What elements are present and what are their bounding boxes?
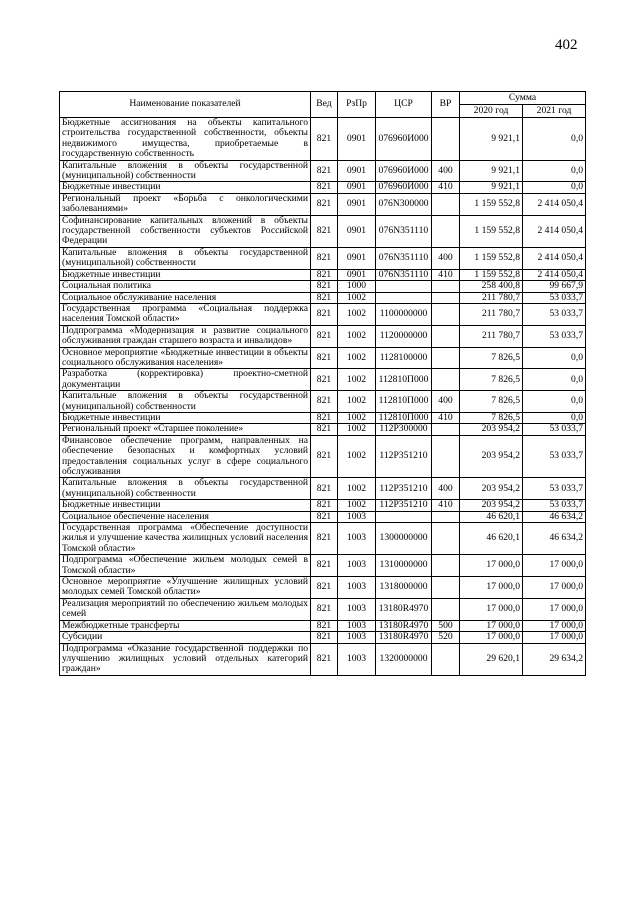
- header-csr: ЦСР: [376, 92, 432, 118]
- table-row: [60, 347, 586, 369]
- row-csr: 1300000000: [376, 523, 432, 555]
- row-sum-2021: 0,0: [523, 369, 586, 391]
- row-sum-2021: 0,0: [523, 347, 586, 369]
- table-row: [60, 500, 586, 511]
- row-csr: 13180R4970: [376, 620, 432, 631]
- row-sum-2021: 29 634,2: [523, 643, 586, 675]
- row-ved: 821: [311, 325, 338, 347]
- row-name: Субсидии: [60, 632, 311, 643]
- row-vr: [432, 325, 460, 347]
- row-sum-2020: 17 000,0: [460, 598, 523, 620]
- row-ved: 821: [311, 303, 338, 325]
- table-row: [60, 247, 586, 269]
- row-csr: 076N351110: [376, 247, 432, 269]
- row-sum-2021: 0,0: [523, 118, 586, 161]
- row-name: Бюджетные инвестиции: [60, 412, 311, 423]
- table-row: [60, 478, 586, 500]
- table-row: [60, 511, 586, 522]
- row-vr: 400: [432, 247, 460, 269]
- row-name: Основное мероприятие «Бюджетные инвестиции в объекты социального обслуживания населения»: [60, 347, 311, 369]
- row-sum-2021: 2 414 050,4: [523, 269, 586, 280]
- table-row: [60, 412, 586, 423]
- row-sum-2021: 53 033,7: [523, 424, 586, 435]
- table-row: [60, 435, 586, 478]
- row-sum-2020: 9 921,1: [460, 182, 523, 193]
- row-sum-2020: 29 620,1: [460, 643, 523, 675]
- row-csr: 112P300000: [376, 424, 432, 435]
- row-name: Основное мероприятие «Улучшение жилищных условий молодых семей Томской области»: [60, 577, 311, 599]
- row-sum-2021: 99 667,9: [523, 281, 586, 292]
- row-sum-2020: 258 400,8: [460, 281, 523, 292]
- row-vr: 400: [432, 391, 460, 413]
- table-row: [60, 325, 586, 347]
- row-sum-2021: 46 634,2: [523, 523, 586, 555]
- row-ved: 821: [311, 598, 338, 620]
- row-ved: 821: [311, 435, 338, 478]
- row-sum-2020: 1 159 552,8: [460, 193, 523, 215]
- row-sum-2020: 7 826,5: [460, 369, 523, 391]
- row-sum-2021: 46 634,2: [523, 511, 586, 522]
- table-row: [60, 269, 586, 280]
- row-ved: 821: [311, 347, 338, 369]
- row-sum-2021: 2 414 050,4: [523, 215, 586, 247]
- table-row: [60, 118, 586, 161]
- row-rzpr: 1003: [338, 620, 376, 631]
- row-rzpr: 1002: [338, 325, 376, 347]
- row-vr: [432, 435, 460, 478]
- row-rzpr: 0901: [338, 269, 376, 280]
- row-name: Подпрограмма «Обеспечение жильем молодых семей в Томской области»: [60, 555, 311, 577]
- row-csr: 1100000000: [376, 303, 432, 325]
- row-csr: 076N300000: [376, 193, 432, 215]
- row-sum-2020: 7 826,5: [460, 412, 523, 423]
- row-sum-2020: 1 159 552,8: [460, 269, 523, 280]
- table-row: [60, 215, 586, 247]
- row-ved: 821: [311, 160, 338, 182]
- row-sum-2021: 53 033,7: [523, 303, 586, 325]
- row-name: Капитальные вложения в объекты государственной (муниципальной) собственности: [60, 478, 311, 500]
- row-vr: [432, 577, 460, 599]
- row-sum-2021: 53 033,7: [523, 435, 586, 478]
- row-ved: 821: [311, 555, 338, 577]
- row-sum-2020: 1 159 552,8: [460, 215, 523, 247]
- row-name: Региональный проект «Старшее поколение»: [60, 424, 311, 435]
- row-rzpr: 0901: [338, 193, 376, 215]
- row-name: Бюджетные инвестиции: [60, 269, 311, 280]
- row-ved: 821: [311, 391, 338, 413]
- row-rzpr: 1002: [338, 478, 376, 500]
- row-vr: 410: [432, 500, 460, 511]
- row-csr: 112810П000: [376, 369, 432, 391]
- row-name: Подпрограмма «Модернизация и развитие социального обслуживания граждан старшего возраста и инвалидов»: [60, 325, 311, 347]
- row-ved: 821: [311, 118, 338, 161]
- row-vr: [432, 643, 460, 675]
- header-year-2021: 2021 год: [523, 105, 586, 118]
- row-ved: 821: [311, 182, 338, 193]
- table-row: [60, 632, 586, 643]
- row-rzpr: 1003: [338, 511, 376, 522]
- row-sum-2021: 17 000,0: [523, 632, 586, 643]
- row-csr: 076N351110: [376, 269, 432, 280]
- row-vr: [432, 523, 460, 555]
- table-row: [60, 620, 586, 631]
- row-csr: 112P351210: [376, 500, 432, 511]
- row-sum-2021: 2 414 050,4: [523, 193, 586, 215]
- row-name: Капитальные вложения в объекты государственной (муниципальной) собственности: [60, 160, 311, 182]
- row-sum-2021: 17 000,0: [523, 577, 586, 599]
- table-row: [60, 424, 586, 435]
- row-sum-2020: 203 954,2: [460, 424, 523, 435]
- row-sum-2020: 17 000,0: [460, 577, 523, 599]
- row-name: Капитальные вложения в объекты государственной (муниципальной) собственности: [60, 247, 311, 269]
- table-row: [60, 303, 586, 325]
- row-vr: [432, 281, 460, 292]
- row-csr: 1318000000: [376, 577, 432, 599]
- row-name: Софинансирование капитальных вложений в объекты государственной собственности субъектов Российской Федерации: [60, 215, 311, 247]
- row-name: Капитальные вложения в объекты государственной (муниципальной) собственности: [60, 391, 311, 413]
- table-row: [60, 643, 586, 675]
- row-ved: 821: [311, 511, 338, 522]
- row-ved: 821: [311, 424, 338, 435]
- row-rzpr: 0901: [338, 160, 376, 182]
- row-csr: 076960И000: [376, 160, 432, 182]
- row-sum-2020: 203 954,2: [460, 500, 523, 511]
- row-vr: [432, 215, 460, 247]
- row-rzpr: 1002: [338, 500, 376, 511]
- header-rzpr: РзПр: [338, 92, 376, 118]
- row-vr: [432, 193, 460, 215]
- row-sum-2021: 53 033,7: [523, 500, 586, 511]
- row-sum-2021: 53 033,7: [523, 292, 586, 303]
- table-row: [60, 292, 586, 303]
- table-row: [60, 598, 586, 620]
- row-ved: 821: [311, 369, 338, 391]
- row-rzpr: 1002: [338, 303, 376, 325]
- row-csr: 076N351110: [376, 215, 432, 247]
- row-vr: [432, 555, 460, 577]
- row-csr: 112810П000: [376, 391, 432, 413]
- row-vr: [432, 347, 460, 369]
- row-ved: 821: [311, 269, 338, 280]
- header-vr: ВР: [432, 92, 460, 118]
- row-rzpr: 0901: [338, 215, 376, 247]
- row-name: Государственная программа «Социальная поддержка населения Томской области»: [60, 303, 311, 325]
- row-sum-2020: 9 921,1: [460, 118, 523, 161]
- row-csr: [376, 292, 432, 303]
- row-sum-2020: 211 780,7: [460, 325, 523, 347]
- row-vr: [432, 118, 460, 161]
- row-rzpr: 0901: [338, 118, 376, 161]
- row-csr: [376, 511, 432, 522]
- row-rzpr: 1002: [338, 369, 376, 391]
- row-name: Социальная политика: [60, 281, 311, 292]
- row-name: Подпрограмма «Оказание государственной поддержки по улучшению жилищных условий отдельных категорий граждан»: [60, 643, 311, 675]
- row-sum-2020: 7 826,5: [460, 347, 523, 369]
- row-ved: 821: [311, 620, 338, 631]
- row-name: Бюджетные инвестиции: [60, 500, 311, 511]
- row-csr: 1310000000: [376, 555, 432, 577]
- header-ved: Вед: [311, 92, 338, 118]
- row-sum-2021: 17 000,0: [523, 620, 586, 631]
- row-rzpr: 1003: [338, 523, 376, 555]
- row-rzpr: 1003: [338, 643, 376, 675]
- row-rzpr: 1003: [338, 598, 376, 620]
- row-rzpr: 1003: [338, 632, 376, 643]
- row-name: Социальное обеспечение населения: [60, 511, 311, 522]
- row-csr: 112810П000: [376, 412, 432, 423]
- row-sum-2021: 0,0: [523, 160, 586, 182]
- row-rzpr: 1002: [338, 435, 376, 478]
- row-csr: 076960И000: [376, 118, 432, 161]
- row-sum-2020: 211 780,7: [460, 292, 523, 303]
- row-vr: [432, 303, 460, 325]
- row-csr: 112P351210: [376, 435, 432, 478]
- table-row: [60, 391, 586, 413]
- row-sum-2020: 203 954,2: [460, 435, 523, 478]
- row-ved: 821: [311, 643, 338, 675]
- row-ved: 821: [311, 523, 338, 555]
- row-ved: 821: [311, 292, 338, 303]
- budget-table: [59, 91, 586, 676]
- row-name: Межбюджетные трансферты: [60, 620, 311, 631]
- row-csr: 1320000000: [376, 643, 432, 675]
- row-name: Финансовое обеспечение программ, направленных на обеспечение безопасных и комфортных условий предоставления социальных услуг в сфере социального обслуживания: [60, 435, 311, 478]
- row-vr: 500: [432, 620, 460, 631]
- row-sum-2020: 203 954,2: [460, 478, 523, 500]
- row-vr: [432, 292, 460, 303]
- row-rzpr: 1002: [338, 292, 376, 303]
- row-csr: 13180R4970: [376, 598, 432, 620]
- row-csr: 076960И000: [376, 182, 432, 193]
- row-vr: 410: [432, 412, 460, 423]
- header-name: Наименование показателей: [60, 92, 311, 118]
- row-rzpr: 1002: [338, 412, 376, 423]
- row-ved: 821: [311, 478, 338, 500]
- row-ved: 821: [311, 281, 338, 292]
- row-sum-2020: 1 159 552,8: [460, 247, 523, 269]
- row-sum-2021: 0,0: [523, 182, 586, 193]
- row-name: Государственная программа «Обеспечение доступности жилья и улучшение качества жилищных условий населения Томской области»: [60, 523, 311, 555]
- row-sum-2021: 17 000,0: [523, 555, 586, 577]
- row-ved: 821: [311, 215, 338, 247]
- row-ved: 821: [311, 632, 338, 643]
- table-row: [60, 182, 586, 193]
- row-sum-2021: 0,0: [523, 412, 586, 423]
- row-name: Бюджетные ассигнования на объекты капитального строительства государственной собственности, объекты недвижимого имущества, приобретаемые в государственную собственность: [60, 118, 311, 161]
- row-name: Разработка (корректировка) проектно-сметной документации: [60, 369, 311, 391]
- row-rzpr: 1003: [338, 555, 376, 577]
- row-sum-2020: 46 620,1: [460, 523, 523, 555]
- row-ved: 821: [311, 412, 338, 423]
- row-sum-2021: 17 000,0: [523, 598, 586, 620]
- row-sum-2020: 211 780,7: [460, 303, 523, 325]
- row-csr: 112P351210: [376, 478, 432, 500]
- header-sum: Сумма: [460, 92, 586, 105]
- row-name: Региональный проект «Борьба с онкологическими заболеваниями»: [60, 193, 311, 215]
- row-rzpr: 1002: [338, 424, 376, 435]
- table-row: [60, 281, 586, 292]
- row-csr: 13180R4970: [376, 632, 432, 643]
- header-year-2020: 2020 год: [460, 105, 523, 118]
- table-row: [60, 523, 586, 555]
- row-vr: [432, 369, 460, 391]
- table-row: [60, 193, 586, 215]
- row-vr: [432, 598, 460, 620]
- table-row: [60, 555, 586, 577]
- table-body: [60, 118, 586, 676]
- row-ved: 821: [311, 500, 338, 511]
- row-ved: 821: [311, 247, 338, 269]
- row-vr: 400: [432, 478, 460, 500]
- row-sum-2020: 17 000,0: [460, 555, 523, 577]
- row-rzpr: 1002: [338, 391, 376, 413]
- row-csr: 1120000000: [376, 325, 432, 347]
- row-vr: 410: [432, 182, 460, 193]
- row-sum-2021: 53 033,7: [523, 325, 586, 347]
- row-name: Социальное обслуживание населения: [60, 292, 311, 303]
- row-sum-2020: 9 921,1: [460, 160, 523, 182]
- row-rzpr: 1003: [338, 577, 376, 599]
- row-vr: 400: [432, 160, 460, 182]
- row-rzpr: 1000: [338, 281, 376, 292]
- row-sum-2020: 46 620,1: [460, 511, 523, 522]
- row-sum-2020: 17 000,0: [460, 632, 523, 643]
- row-sum-2020: 7 826,5: [460, 391, 523, 413]
- table-row: [60, 577, 586, 599]
- table-row: [60, 369, 586, 391]
- row-csr: [376, 281, 432, 292]
- row-vr: [432, 511, 460, 522]
- row-rzpr: 1002: [338, 347, 376, 369]
- row-csr: 1128100000: [376, 347, 432, 369]
- row-vr: 520: [432, 632, 460, 643]
- row-name: Бюджетные инвестиции: [60, 182, 311, 193]
- row-ved: 821: [311, 193, 338, 215]
- row-ved: 821: [311, 577, 338, 599]
- row-name: Реализация мероприятий по обеспечению жильем молодых семей: [60, 598, 311, 620]
- row-sum-2020: 17 000,0: [460, 620, 523, 631]
- row-rzpr: 0901: [338, 182, 376, 193]
- row-vr: 410: [432, 269, 460, 280]
- row-sum-2021: 2 414 050,4: [523, 247, 586, 269]
- table-row: [60, 160, 586, 182]
- row-sum-2021: 53 033,7: [523, 478, 586, 500]
- row-rzpr: 0901: [338, 247, 376, 269]
- page-number: 402: [555, 37, 578, 53]
- row-vr: [432, 424, 460, 435]
- row-sum-2021: 0,0: [523, 391, 586, 413]
